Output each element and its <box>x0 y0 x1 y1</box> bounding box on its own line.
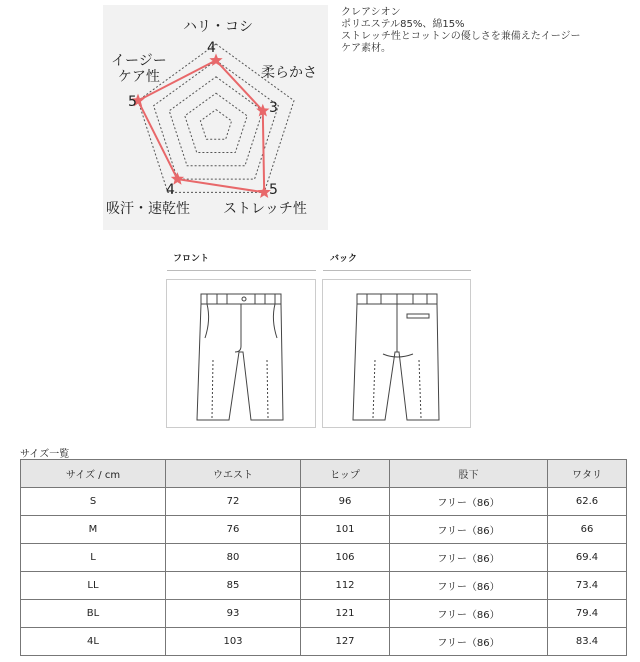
cell-waist: 80 <box>166 544 301 572</box>
table-row <box>21 572 627 600</box>
table-row <box>21 516 627 544</box>
size-table-caption: サイズ一覧 <box>20 449 70 460</box>
header-thigh: ワタリ <box>548 460 627 488</box>
front-view-title: フロント <box>173 254 210 264</box>
cell-inseam: フリー（86） <box>390 572 548 600</box>
cell-thigh: 62.6 <box>548 488 627 516</box>
fabric-radar-chart <box>103 5 328 230</box>
radar-grid-ring <box>200 110 231 140</box>
size-table-header-row <box>21 460 627 488</box>
radar-axis-label-stretch: ストレッチ性 <box>223 201 307 217</box>
cell-inseam: フリー（86） <box>390 544 548 572</box>
header-inseam: 股下 <box>390 460 548 488</box>
table-row <box>21 628 627 656</box>
cell-size: M <box>21 516 166 544</box>
cell-inseam: フリー（86） <box>390 628 548 656</box>
cell-size: 4L <box>21 628 166 656</box>
cell-size: L <box>21 544 166 572</box>
header-waist: ウエスト <box>166 460 301 488</box>
cell-thigh: 79.4 <box>548 600 627 628</box>
radar-score-hari-koshi: 4 <box>207 40 216 56</box>
cell-thigh: 66 <box>548 516 627 544</box>
cell-inseam: フリー（86） <box>390 488 548 516</box>
radar-axis-label-hari-koshi: ハリ・コシ <box>183 19 253 35</box>
cell-hip: 127 <box>301 628 390 656</box>
size-table <box>20 459 627 656</box>
fabric-feature-line-2: ケア素材。 <box>341 43 391 54</box>
pants-front-drawing <box>167 280 315 427</box>
cell-waist: 93 <box>166 600 301 628</box>
cell-hip: 101 <box>301 516 390 544</box>
cell-inseam: フリー（86） <box>390 516 548 544</box>
front-view-illustration <box>166 279 316 428</box>
cell-inseam: フリー（86） <box>390 600 548 628</box>
radar-score-easy-care: 5 <box>128 94 137 110</box>
radar-axis-label-softness: 柔らかさ <box>261 65 317 81</box>
back-view-title: バック <box>330 254 358 264</box>
back-view-illustration <box>322 279 471 428</box>
cell-waist: 72 <box>166 488 301 516</box>
cell-hip: 121 <box>301 600 390 628</box>
cell-waist: 103 <box>166 628 301 656</box>
cell-size: S <box>21 488 166 516</box>
table-row <box>21 600 627 628</box>
cell-thigh: 69.4 <box>548 544 627 572</box>
cell-size: BL <box>21 600 166 628</box>
cell-size: LL <box>21 572 166 600</box>
back-view-rule <box>323 270 471 271</box>
cell-thigh: 83.4 <box>548 628 627 656</box>
fabric-feature-line-1: ストレッチ性とコットンの優しさを兼備えたイージー <box>341 31 581 42</box>
cell-waist: 76 <box>166 516 301 544</box>
fabric-composition: ポリエステル85%、綿15% <box>341 19 465 30</box>
radar-grid-ring <box>185 93 247 152</box>
fabric-description <box>341 7 581 55</box>
front-view-rule <box>167 270 316 271</box>
cell-waist: 85 <box>166 572 301 600</box>
table-row <box>21 488 627 516</box>
radar-graphic <box>103 5 328 230</box>
radar-axis-label-absorb: 吸汗・速乾性 <box>106 201 190 217</box>
cell-hip: 96 <box>301 488 390 516</box>
header-size: サイズ / cm <box>21 460 166 488</box>
cell-hip: 106 <box>301 544 390 572</box>
header-hip: ヒップ <box>301 460 390 488</box>
cell-hip: 112 <box>301 572 390 600</box>
cell-thigh: 73.4 <box>548 572 627 600</box>
radar-score-stretch: 5 <box>269 182 278 198</box>
radar-axis-label-easy-care: イージー ケア性 <box>111 53 167 85</box>
pants-back-drawing <box>323 280 470 427</box>
table-row <box>21 544 627 572</box>
fabric-name: クレアシオン <box>341 7 401 18</box>
radar-score-absorb: 4 <box>166 182 175 198</box>
radar-score-softness: 3 <box>269 100 278 116</box>
